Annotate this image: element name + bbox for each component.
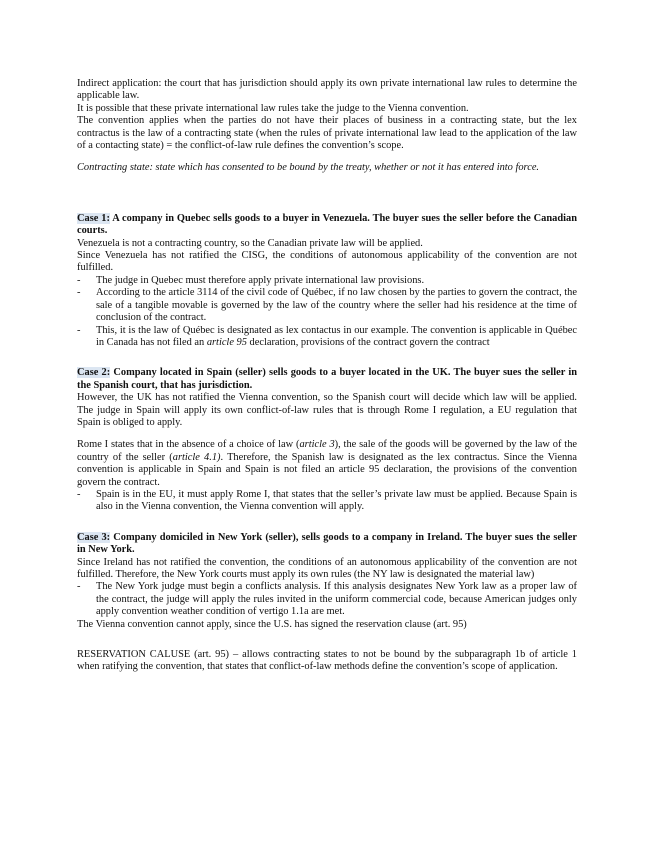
intro-paragraph-1: Indirect application: the court that has jurisdiction should apply its own private international law rules to determine the applicable law. [77, 78, 577, 102]
case-3-paragraph-1: Since Ireland has not ratified the convention, the conditions of an autonomous applicability of the convention are not fulfilled. Therefore, the New York courts must apply its own rules (the NY law is designated the material law) [77, 556, 577, 580]
dash-marker: - [77, 488, 81, 500]
case-1-bullet [77, 325, 577, 350]
case-3-bullet-text: The New York judge must begin a conflicts analysis. If this analysis designates New York law as a proper law of the contract, the judge will apply the rules invited in the uniform commercial code, because American judges only apply convention weather condition of vertigo 1.1a are met. [96, 581, 577, 618]
contracting-state-definition: Contracting state: state which has consented to be bound by the treaty, whether or not it has entered into force. [77, 162, 540, 174]
case-2-bullet-list [77, 489, 577, 514]
case-3-title [77, 532, 577, 557]
case-2-paragraph-1: However, the UK has not ratified the Vienna convention, so the Spanish court will decide which law will be applied. The judge in Spain will apply its own conflict-of-law rules that is through Rome I regulation, a EU regulation that Spain is obliged to apply. [77, 392, 577, 428]
dash-marker: - [77, 581, 81, 593]
case-1-bullet-3-post: declaration, provisions of the contract govern the contract [246, 336, 490, 348]
intro-paragraph-2: It is possible that these private international law rules take the judge to the Vienna convention. [77, 102, 469, 114]
case-1-bullet [77, 275, 577, 287]
case-1-tag: Case 1: [77, 212, 110, 224]
case-1-bullet-list [77, 275, 577, 349]
case-1-paragraph-2: Since Venezuela has not ratified the CISG, the conditions of autonomous applicability of the convention are not fulfilled. [77, 250, 577, 274]
case-2-p2-b: ), the sale of the goods will be governed by the law of the country of the seller ( [77, 439, 577, 463]
dash-marker: - [77, 274, 81, 286]
case-3-bullet-list [77, 581, 577, 618]
case-2-p2-article-3: article 3 [299, 439, 335, 451]
case-2-title [77, 367, 577, 392]
case-2-p2-c: . Therefore, the Spanish law is designated as the lex contractus. Since the Vienna convention is applicable in Spain and Spain is not filed an article 95 declaration, the provisions of the convention govern the contract. [77, 451, 577, 488]
case-3-heading: Company domiciled in New York (seller), sells goods to a company in Ireland. The buyer sues the seller in New York. [77, 531, 578, 556]
case-1-paragraph-1: Venezuela is not a contracting country, so the Canadian private law will be applied. [77, 237, 423, 249]
case-3-paragraph-2: The Vienna convention cannot apply, since the U.S. has signed the reservation clause (art. 95) [77, 618, 467, 630]
case-1-title [77, 213, 577, 238]
case-2-tag: Case 2: [77, 367, 111, 379]
intro-paragraph-3: The convention applies when the parties do not have their places of business in a contracting state, but the lex contractus is the law of a contracting state (when the rules of private international law lead to the application of the law of a contacting state) = the conflict-of-law rule defines the convention’s scope. [77, 115, 577, 152]
case-2-bullet [77, 489, 577, 514]
case-1-bullet-3-article: article 95 [206, 336, 247, 348]
case-3-tag: Case 3: [77, 531, 111, 543]
dash-marker: - [77, 287, 81, 299]
case-1-heading: A company in Quebec sells goods to a buyer in Venezuela. The buyer sues the seller before the Canadian courts. [77, 212, 577, 237]
reservation-clause-paragraph: RESERVATION CALUSE (art. 95) – allows contracting states to not be bound by the subparagraph 1b of article 1 when ratifying the convention, that states that conflict-of-law methods define the convention’s scope of application. [77, 649, 577, 673]
case-1-bullet-text: According to the article 3114 of the civil code of Québec, if no law chosen by the parties to govern the contract, the sale of a tangible movable is governed by the law of the country where the seller had his residence at the time of conclusion of the contract. [96, 287, 577, 324]
document-page [77, 78, 577, 674]
case-1-bullet [77, 287, 577, 324]
case-1-bullet-text: The judge in Quebec must therefore apply private international law provisions. [96, 274, 425, 286]
dash-marker: - [77, 324, 81, 336]
case-1-bullet-3-pre: This, it is the law of Québec is designated as lex contactus in our example. The convention is applicable in Québec in Canada has not filed an [96, 324, 577, 348]
case-2-p2-article-4: article 4.1) [172, 451, 221, 463]
case-2-paragraph-2 [77, 439, 577, 489]
case-2-heading: Company located in Spain (seller) sells goods to a buyer located in the UK. The buyer sues the seller in the Spanish court, that has jurisdiction. [77, 367, 577, 391]
case-2-p2-a: Rome I states that in the absence of a choice of law ( [77, 439, 300, 451]
case-2-bullet-text: Spain is in the EU, it must apply Rome I, that states that the seller’s private law must be applied. Because Spain is also in the Vienna convention, the Vienna convention will apply. [96, 488, 577, 513]
case-3-bullet [77, 581, 577, 618]
